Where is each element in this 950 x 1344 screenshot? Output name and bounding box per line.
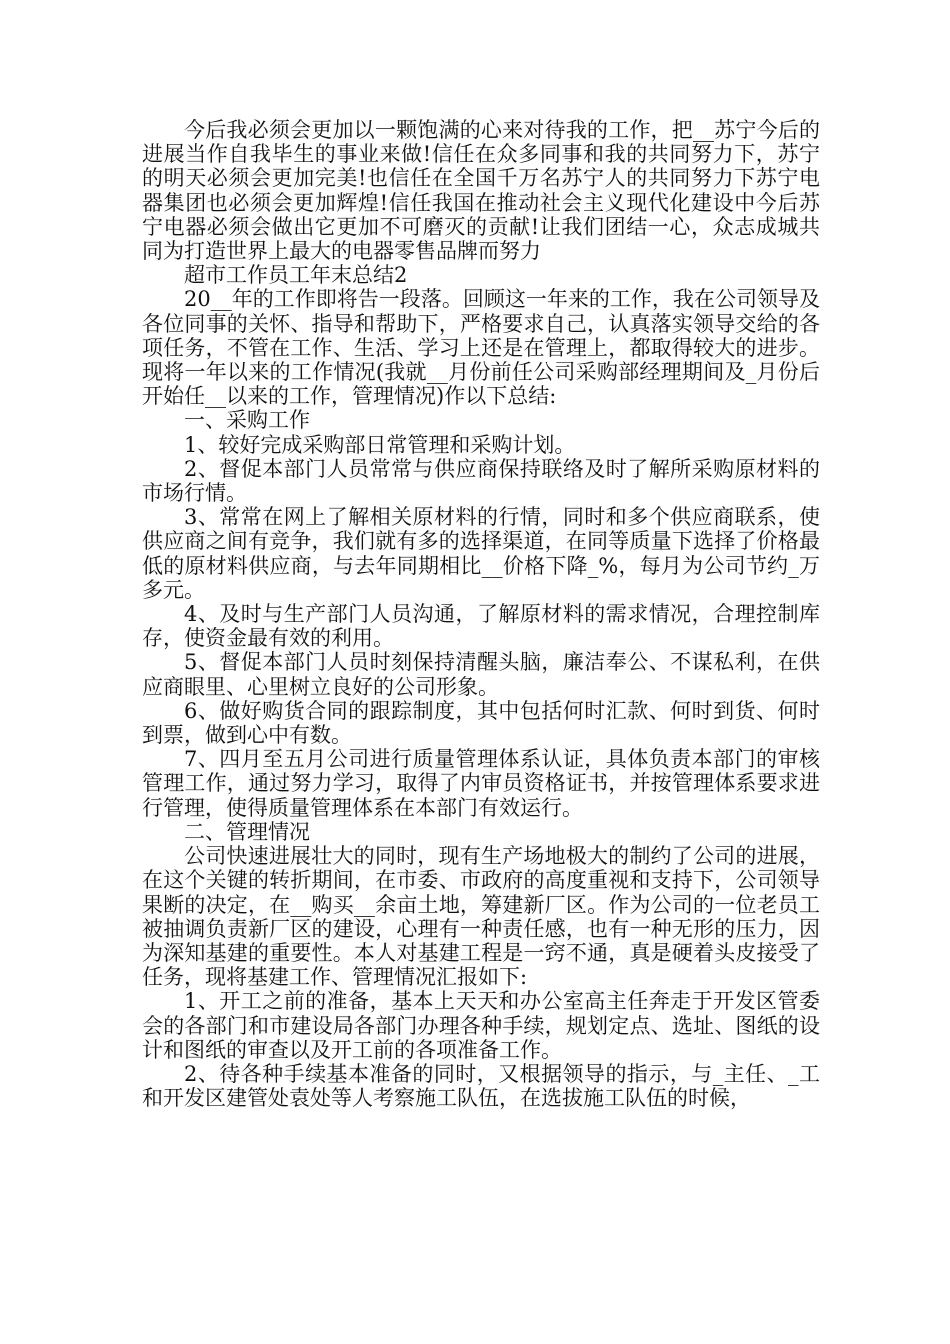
list-item: 2、督促本部门人员常常与供应商保持联络及时了解所采购原材料的市场行情。: [142, 456, 820, 506]
section-title: 超市工作员工年末总结2: [184, 263, 408, 288]
list-item: 2、待各种手续基本准备的同时，又根据领导的指示，与_主任、_工和开发区建管处袁处等人考察施工队伍，在选拔施工队伍的时候，: [142, 1061, 820, 1111]
list-item: 5、督促本部门人员时刻保持清醒头脑，廉洁奉公、不谋私利，在供应商眼里、心里树立良好的公司形象。: [142, 650, 820, 699]
list-item: 3、常常在网上了解相关原材料的行情，同时和多个供应商联系，使供应商之间有竞争，我们就有多的选择渠道，在同等质量下选择了价格最低的原材料供应商，与去年同期相比__价格下降_%，每月为公司节约_万多元。: [142, 505, 820, 602]
list-item: 1、较好完成采购部日常管理和采购计划。: [184, 432, 576, 457]
heading-purchasing: 一、采购工作: [184, 408, 310, 433]
list-item: 7、四月至五月公司进行质量管理体系认证，具体负责本部门的审核管理工作，通过努力学习，取得了内审员资格证书，并按管理体系要求进行管理，使得质量管理体系在本部门有效运行。: [142, 747, 820, 820]
document-page: [142, 118, 820, 1110]
heading-management: 二、管理情况: [184, 819, 310, 844]
list-item: 4、及时与生产部门人员沟通，了解原材料的需求情况，合理控制库存，使资金最有效的利用。: [142, 602, 820, 651]
paragraph-closing: 今后我必须会更加以一颗饱满的心来对待我的工作，把__苏宁今后的进展当作自我毕生的事业来做!信任在众多同事和我的共同努力下，苏宁的明天必须会更加完美!也信任在全国千万名苏宁人的共同努力下苏宁电器集团也必须会更加辉煌!信任我国在推动社会主义现代化建设中今后苏宁电器必须会做出它更加不可磨灭的贡献!让我们团结一心，众志成城共同为打造世界上最大的电器零售品牌而努力: [142, 118, 820, 264]
list-item: 6、做好购货合同的跟踪制度，其中包括何时汇款、何时到货、何时到票，做到心中有数。: [142, 698, 820, 748]
paragraph-intro: 20__年的工作即将告一段落。回顾这一年来的工作，我在公司领导及各位同事的关怀、指导和帮助下，严格要求自己，认真落实领导交给的各项任务，不管在工作、生活、学习上还是在管理上，都取得较大的进步。现将一年以来的工作情况(我就__月份前任公司采购部经理期间及_月份后开始任__以来的工作，管理情况)作以下总结:: [142, 287, 820, 409]
list-item: 1、开工之前的准备，基本上天天和办公室高主任奔走于开发区管委会的各部门和市建设局各部门办理各种手续，规划定点、选址、图纸的设计和图纸的审查以及开工前的各项准备工作。: [142, 989, 820, 1062]
paragraph-management: 公司快速进展壮大的同时，现有生产场地极大的制约了公司的进展，在这个关键的转折期间，在市委、市政府的高度重视和支持下，公司领导果断的决定，在__购买__余亩土地，筹建新厂区。作为公司的一位老员工被抽调负责新厂区的建设，心理有一种责任感，也有一种无形的压力，因为深知基建的重要性。本人对基建工程是一窍不通，真是硬着头皮接受了任务，现将基建工作、管理情况汇报如下:: [142, 844, 820, 990]
